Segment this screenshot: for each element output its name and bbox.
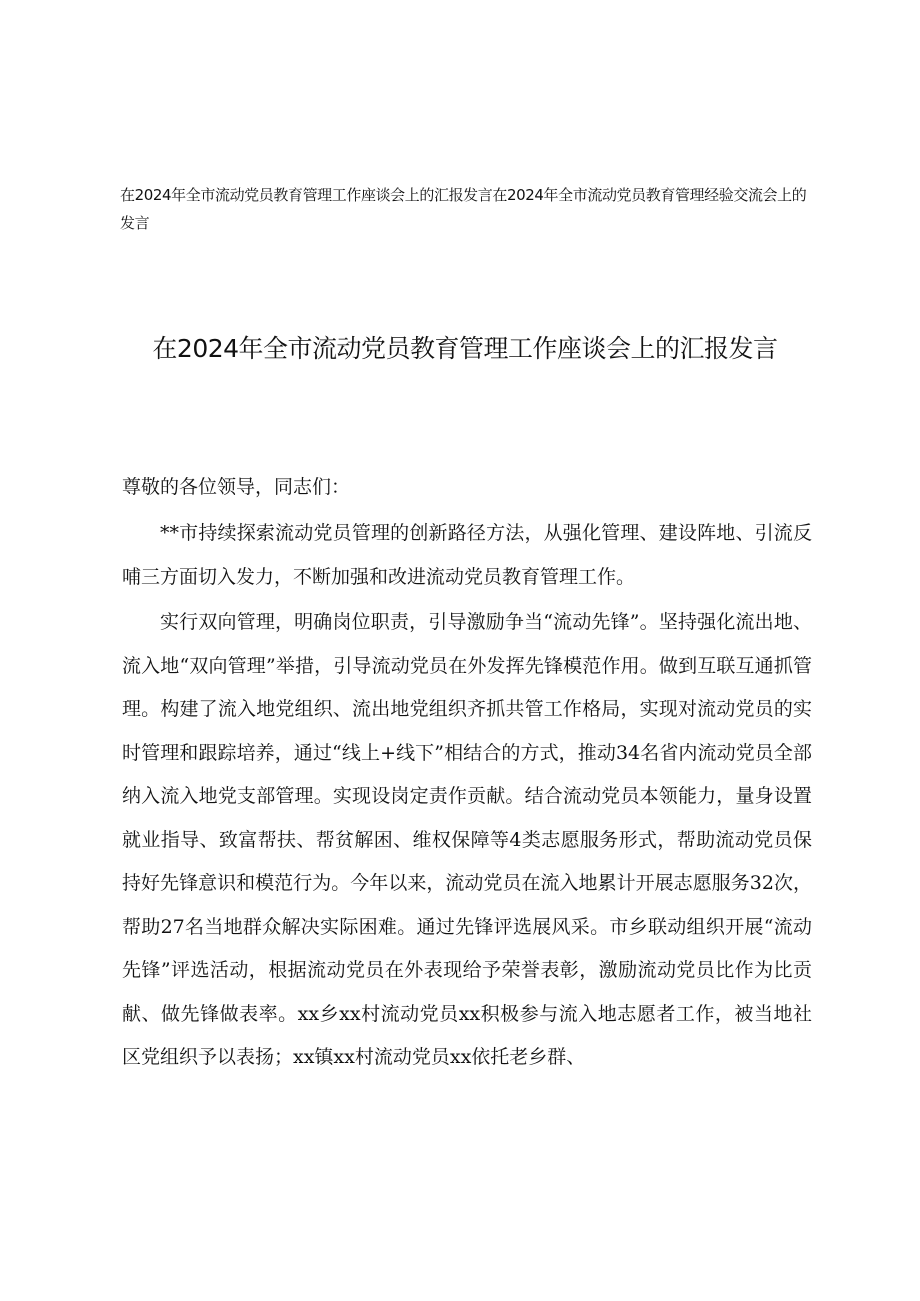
- salutation: 尊敬的各位领导，同志们：: [122, 476, 351, 498]
- document-title: 在2024年全市流动党员教育管理工作座谈会上的汇报发言: [152, 334, 778, 363]
- document-header-line: 在2024年全市流动党员教育管理工作座谈会上的汇报发言在2024年全市流动党员教育管理经验交流会上的发言: [120, 186, 807, 232]
- paragraph-dual-management: 实行双向管理，明确岗位职责，引导激励争当“流动先锋”。坚持强化流出地、流入地“双向管理”举措，引导流动党员在外发挥先锋模范作用。做到互联互通抓管理。构建了流入地党组织、流出地党组织齐抓共管工作格局，实现对流动党员的实时管理和跟踪培养，通过“线上+线下”相结合的方式，推动34名省内流动党员全部纳入流入地党支部管理。实现设岗定责作贡献。结合流动党员本领能力，量身设置就业指导、致富帮扶、帮贫解困、维权保障等4类志愿服务形式，帮助流动党员保持好先锋意识和模范行为。今年以来，流动党员在流入地累计开展志愿服务32次，帮助27名当地群众解决实际困难。通过先锋评选展风采。市乡联动组织开展“流动先锋”评选活动，根据流动党员在外表现给予荣誉表彰，激励流动党员比作为比贡献、做先锋做表率。xx乡xx村流动党员xx积极参与流入地志愿者工作，被当地社区党组织予以表扬；xx镇xx村流动党员xx依托老乡群、: [122, 611, 812, 1068]
- paragraph-intro: **市持续探索流动党员管理的创新路径方法，从强化管理、建设阵地、引流反哺三方面切入发力，不断加强和改进流动党员教育管理工作。: [122, 522, 812, 588]
